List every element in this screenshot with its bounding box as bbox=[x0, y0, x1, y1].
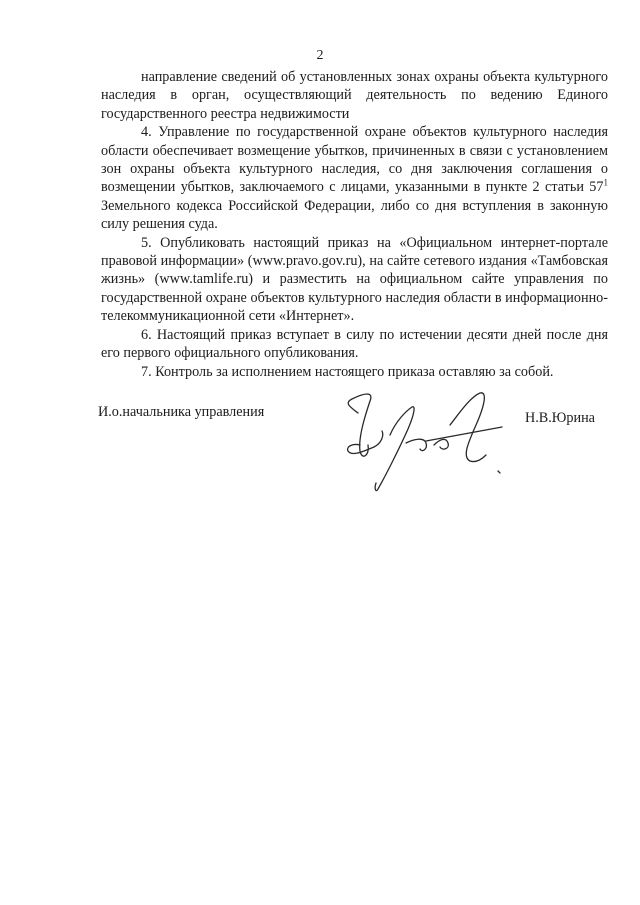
superscript-1: 1 bbox=[603, 177, 608, 188]
signatory-title: И.о.начальника управления bbox=[98, 404, 265, 420]
paragraph-5: 5. Опубликовать настоящий приказ на «Официальном интернет-портале правовой информации» (www.pravo.gov.ru), на сайте сетевого издания «Тамбовская жизнь» (www.tamlife.ru) и разместить на официальном сайте управления по государственной охране объектов культурного наследия области в информационно-телекоммуникационной сети «Интернет». bbox=[101, 234, 608, 325]
paragraph-3-continued: направление сведений об установленных зонах охраны объекта культурного наследия в орган, осуществляющий деятельность по ведению Единого государственного реестра недвижимости bbox=[101, 69, 608, 122]
paragraph-4 bbox=[101, 123, 608, 233]
signatory-name: Н.В.Юрина bbox=[525, 410, 595, 426]
paragraph-4-text-b: Земельного кодекса Российской Федерации, либо со дня вступления в законную силу решения суда. bbox=[101, 197, 608, 233]
document-body bbox=[101, 68, 608, 381]
paragraph-6: 6. Настоящий приказ вступает в силу по истечении десяти дней после дня его первого официального опубликования. bbox=[101, 326, 608, 362]
paragraph-4-text-a: 4. Управление по государственной охране объектов культурного наследия области обеспечивает возмещение убытков, причиненных в связи с установлением зон охраны объекта культурного наследия, со дня заключения соглашения о возмещении убытков, заключаемого с лицами, указанными в пункте 2 статьи 57 bbox=[101, 124, 608, 196]
page-number: 2 bbox=[316, 48, 324, 63]
paragraph-7: 7. Контроль за исполнением настоящего приказа оставляю за собой. bbox=[141, 363, 554, 380]
handwritten-signature bbox=[330, 385, 530, 495]
